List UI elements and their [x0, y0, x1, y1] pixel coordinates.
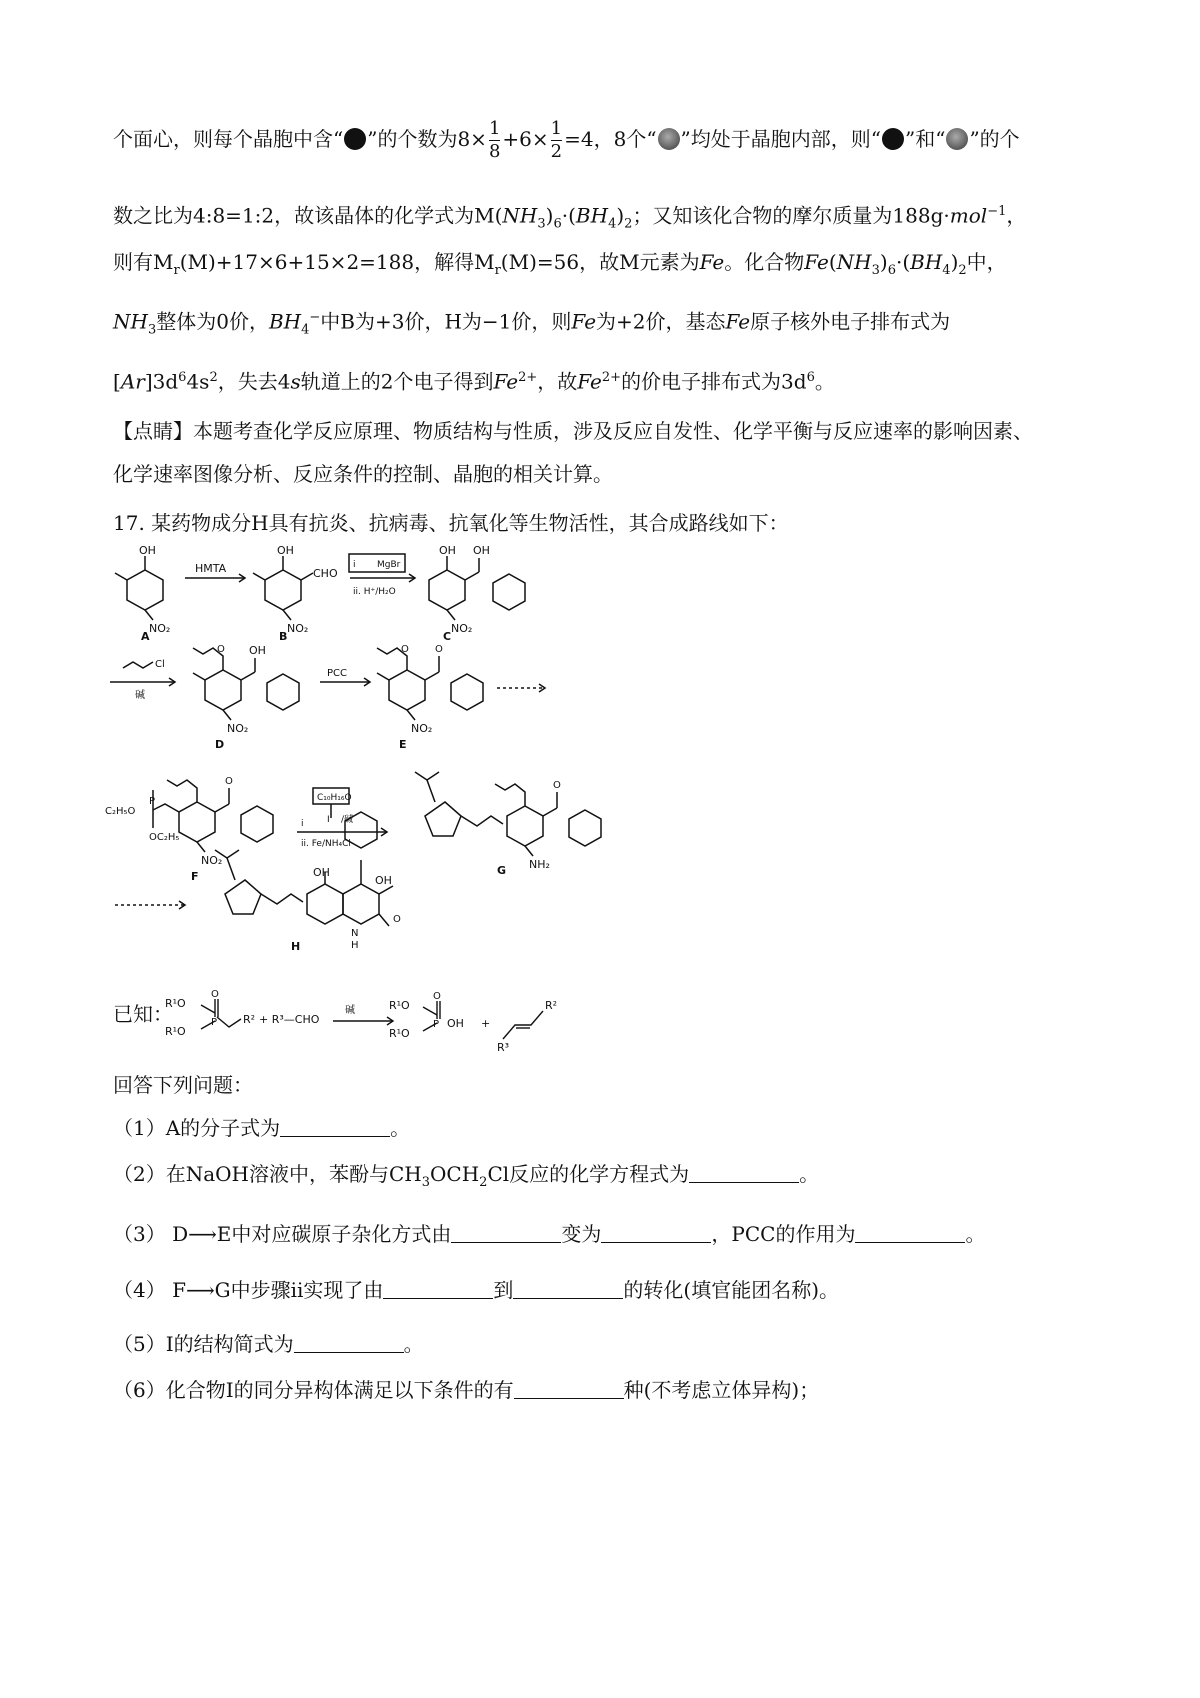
- solution-line-5: $[Ar]3d^64s^2$，失去4s轨道上的2个电子得到$Fe^{2+}$，故$Fe^{2+}$的价电子排布式为$3d^6$。: [113, 369, 835, 394]
- svg-text:+ R³—CHO: + R³—CHO: [259, 1013, 320, 1026]
- gray-atom-icon: [658, 128, 680, 150]
- benzene-ring-d: [205, 670, 241, 710]
- svg-text:NO₂: NO₂: [411, 722, 433, 735]
- svg-text:O: O: [553, 780, 561, 791]
- question-4: （4） F⟶G中步骤ii实现了由 到 的转化(填官能团名称)。: [113, 1278, 840, 1302]
- question-3: （3） D⟶E中对应碳原子杂化方式由 变为 ，PCC的作用为 。: [113, 1222, 986, 1246]
- reagent-c10h16o: C₁₀H₁₆O: [317, 793, 352, 803]
- svg-text:O: O: [211, 989, 219, 1000]
- black-atom-icon: [344, 128, 366, 150]
- svg-text:P: P: [433, 1019, 440, 1030]
- svg-text:P: P: [149, 796, 156, 807]
- solution-line-2: 数之比为4:8=1:2，故该晶体的化学式为$M(NH_3)_6\cdot(BH_4)_2$；又知该化合物的摩尔质量为188g·mol$^{-1}$，: [113, 203, 1027, 232]
- question-17-title: 17. 某药物成分H具有抗炎、抗病毒、抗氧化等生物活性，其合成路线如下：: [113, 511, 789, 535]
- reagent-pcc: PCC: [327, 668, 347, 679]
- answer-intro: 回答下列问题：: [113, 1073, 253, 1097]
- benzene-ring-b: [265, 570, 301, 610]
- ethoxy-label: C₂H₅O: [105, 806, 136, 817]
- known-label: 已知：: [113, 1002, 173, 1026]
- svg-text:R²: R²: [243, 1013, 256, 1026]
- compound-label-f: F: [191, 870, 199, 883]
- svg-text:O: O: [393, 914, 401, 925]
- text: =4，8个“: [564, 127, 657, 151]
- black-atom-icon: [882, 128, 904, 150]
- compound-label-e: E: [399, 738, 407, 751]
- benzene-ring-g: [507, 806, 543, 846]
- compound-label-a: A: [141, 630, 150, 643]
- compound-label-h: H: [291, 940, 301, 953]
- reagent-hmta: HMTA: [195, 562, 227, 575]
- svg-text:R¹O: R¹O: [165, 997, 186, 1010]
- svg-text:O: O: [401, 644, 409, 655]
- svg-text:NO₂: NO₂: [451, 622, 473, 635]
- svg-text:OH: OH: [277, 544, 294, 557]
- solution-line-4: $NH_3$整体为0价，$BH_4^-$中B为+3价，H为−1价，则Fe为+2价，基态Fe原子核外电子排布式为: [113, 309, 951, 338]
- svg-text:R¹O: R¹O: [165, 1025, 186, 1038]
- reagent-base: 碱: [135, 690, 145, 701]
- svg-text:I: I: [327, 815, 330, 825]
- svg-text:N: N: [351, 928, 359, 939]
- svg-text:OH: OH: [447, 1017, 464, 1030]
- text: ”和“: [905, 127, 946, 151]
- nh2-label: NH₂: [529, 858, 550, 871]
- benzene-ring-e: [389, 670, 425, 710]
- svg-text:R¹O: R¹O: [389, 1027, 410, 1040]
- question-2: （2）在NaOH溶液中，苯酚与$CH_3OCH_2Cl$反应的化学方程式为 。: [113, 1162, 820, 1190]
- fraction: $\frac{1}{2}$: [550, 118, 563, 162]
- cho-label: CHO: [313, 567, 338, 580]
- svg-text:/碱: /碱: [341, 815, 354, 825]
- reagent-acid-workup: ii. H⁺/H₂O: [353, 587, 396, 597]
- answer-blank[interactable]: [294, 1334, 404, 1353]
- known-reaction-scheme: [165, 985, 565, 1055]
- svg-text:NO₂: NO₂: [227, 722, 249, 735]
- text: +6×: [502, 127, 549, 151]
- svg-text:OH: OH: [439, 544, 456, 557]
- svg-text:O: O: [435, 644, 443, 655]
- svg-text:OH: OH: [473, 544, 490, 557]
- svg-text:碱: 碱: [345, 1005, 355, 1016]
- oh-label: OH: [139, 544, 156, 557]
- svg-text:O: O: [433, 991, 441, 1002]
- text: ”的个数为8×: [367, 127, 487, 151]
- answer-blank[interactable]: [451, 1224, 561, 1243]
- fraction: $\frac{1}{8}$: [488, 118, 501, 162]
- svg-text:H: H: [351, 940, 359, 951]
- answer-blank[interactable]: [383, 1280, 493, 1299]
- cyclopentene-ring-g: [425, 802, 461, 836]
- answer-blank[interactable]: [513, 1280, 623, 1299]
- svg-text:NO₂: NO₂: [287, 622, 309, 635]
- svg-text:OC₂H₅: OC₂H₅: [149, 832, 180, 843]
- compound-label-b: B: [279, 630, 288, 643]
- solution-line-1: [113, 118, 1020, 163]
- svg-text:R³: R³: [497, 1041, 510, 1054]
- svg-text:O: O: [217, 644, 225, 655]
- gray-atom-icon: [946, 128, 968, 150]
- compound-label-g: G: [497, 864, 507, 877]
- benzene-ring-c: [429, 570, 465, 610]
- compound-label-c: C: [443, 630, 452, 643]
- svg-text:i: i: [301, 819, 304, 829]
- text: ”的个: [969, 127, 1020, 151]
- question-5: （5）I的结构简式为 。: [113, 1332, 424, 1356]
- benzene-ring-f: [179, 802, 215, 842]
- reagent-fe-nh4cl: ii. Fe/NH₄Cl: [301, 839, 351, 849]
- svg-text:NO₂: NO₂: [201, 854, 223, 867]
- comment-line-2: 化学速率图像分析、反应条件的控制、晶胞的相关计算。: [113, 462, 613, 486]
- svg-text:OH: OH: [249, 644, 266, 657]
- svg-text:MgBr: MgBr: [377, 560, 401, 570]
- comment-line-1: 【点睛】本题考查化学反应原理、物质结构与性质，涉及反应自发性、化学平衡与反应速率的影响因素、: [113, 419, 1033, 443]
- svg-text:OH: OH: [313, 866, 330, 879]
- solution-line-3: 则有$M_r(M)+17\times 6+15\times 2=188$，解得$M_r(M)=56$，故M元素为Fe。化合物$Fe(NH_3)_6\cdot(BH_4)_2$中，: [113, 250, 1007, 278]
- svg-text:i: i: [353, 560, 356, 570]
- compound-label-d: D: [215, 738, 225, 751]
- answer-blank[interactable]: [689, 1164, 799, 1183]
- svg-text:P: P: [211, 1017, 218, 1028]
- benzene-ring-a: [127, 570, 163, 610]
- svg-text:OH: OH: [375, 874, 392, 887]
- answer-blank[interactable]: [514, 1380, 624, 1399]
- no2-label: NO₂: [149, 622, 171, 635]
- text: 个面心，则每个晶胞中含“: [113, 127, 344, 151]
- question-6: （6）化合物I的同分异构体满足以下条件的有 种(不考虑立体异构)；: [113, 1378, 820, 1402]
- cyclopentene-ring-h: [225, 880, 261, 914]
- svg-text:R²: R²: [545, 999, 558, 1012]
- svg-text:Cl: Cl: [155, 659, 165, 670]
- answer-blank[interactable]: [280, 1118, 390, 1137]
- synthesis-route-scheme: [105, 540, 645, 980]
- scheme-structures: [110, 554, 601, 926]
- svg-text:+: +: [481, 1017, 491, 1030]
- text: ”均处于晶胞内部，则“: [680, 127, 881, 151]
- svg-text:O: O: [225, 776, 233, 787]
- answer-blank[interactable]: [601, 1224, 711, 1243]
- svg-text:R¹O: R¹O: [389, 999, 410, 1012]
- question-1: （1）A的分子式为 。: [113, 1116, 411, 1140]
- answer-blank[interactable]: [855, 1224, 965, 1243]
- benzene-ring-h: [307, 884, 343, 924]
